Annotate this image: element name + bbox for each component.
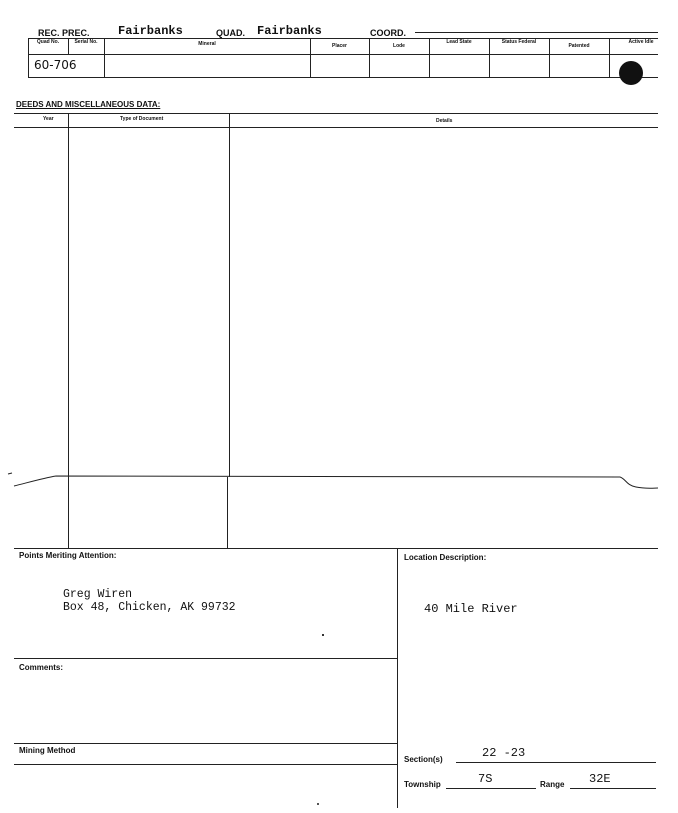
deeds-title: DEEDS AND MISCELLANEOUS DATA: xyxy=(16,100,161,109)
col-active-idle: Active Idle xyxy=(628,39,654,45)
location-label: Location Description: xyxy=(404,553,487,562)
header-bottom-line xyxy=(28,77,658,78)
comments-top-line xyxy=(14,658,397,659)
range-value: 32E xyxy=(589,772,611,786)
col-lead-state: Lead State xyxy=(446,39,472,45)
township-line xyxy=(446,788,536,789)
header-col-divider xyxy=(489,38,490,77)
township-value: 7S xyxy=(478,772,493,786)
header-top-line xyxy=(28,38,658,39)
quad-value: Fairbanks xyxy=(257,24,322,38)
col-quad-no: Quad No. xyxy=(36,39,60,45)
deeds-header-line xyxy=(14,127,658,128)
location-value: 40 Mile River xyxy=(424,602,518,616)
quad-no-value: 60-706 xyxy=(34,58,77,72)
mining-bottom-line xyxy=(14,764,397,765)
section-line xyxy=(456,762,656,763)
header-col-divider xyxy=(68,38,69,54)
col-patented: Patented xyxy=(568,43,590,49)
mining-top-line xyxy=(14,743,397,744)
header-mid-line xyxy=(28,54,658,55)
mining-method-label: Mining Method xyxy=(19,746,76,755)
range-line xyxy=(570,788,656,789)
col-status-federal: Status Federal xyxy=(501,39,537,45)
col-placer: Placer xyxy=(331,43,347,49)
points-line-2: Box 48, Chicken, AK 99732 xyxy=(63,601,236,614)
points-label: Points Meriting Attention: xyxy=(19,551,117,560)
col-lode: Lode xyxy=(393,43,405,49)
header-col-divider xyxy=(28,38,29,77)
points-line-1: Greg Wiren xyxy=(63,588,133,601)
lower-center-divider xyxy=(397,548,398,808)
col-mineral: Mineral xyxy=(198,41,216,47)
section-label: Section(s) xyxy=(404,755,443,764)
deeds-col-details: Details xyxy=(436,118,453,124)
deeds-col-year: Year xyxy=(43,116,54,122)
township-label: Township xyxy=(404,780,441,789)
rec-prec-value: Fairbanks xyxy=(118,24,183,38)
coord-line xyxy=(415,32,658,33)
lower-top-line xyxy=(14,548,658,549)
stray-mark xyxy=(322,634,324,636)
header-col-divider xyxy=(429,38,430,77)
section-value: 22 -23 xyxy=(482,746,526,760)
quad-label: QUAD. xyxy=(216,28,245,38)
comments-label: Comments: xyxy=(19,663,64,672)
header-col-divider xyxy=(609,38,610,77)
deeds-top-line xyxy=(14,113,658,114)
range-label: Range xyxy=(540,780,565,789)
coord-label: COORD. xyxy=(370,28,406,38)
active-filled-circle xyxy=(619,61,643,85)
torn-edge-line xyxy=(0,470,678,496)
stray-mark xyxy=(317,803,319,805)
deeds-col-divider xyxy=(229,113,230,477)
col-serial-no: Serial No. xyxy=(74,39,98,45)
deeds-col-type: Type of Document xyxy=(120,116,164,122)
rec-prec-label: REC. PREC. xyxy=(38,28,90,38)
